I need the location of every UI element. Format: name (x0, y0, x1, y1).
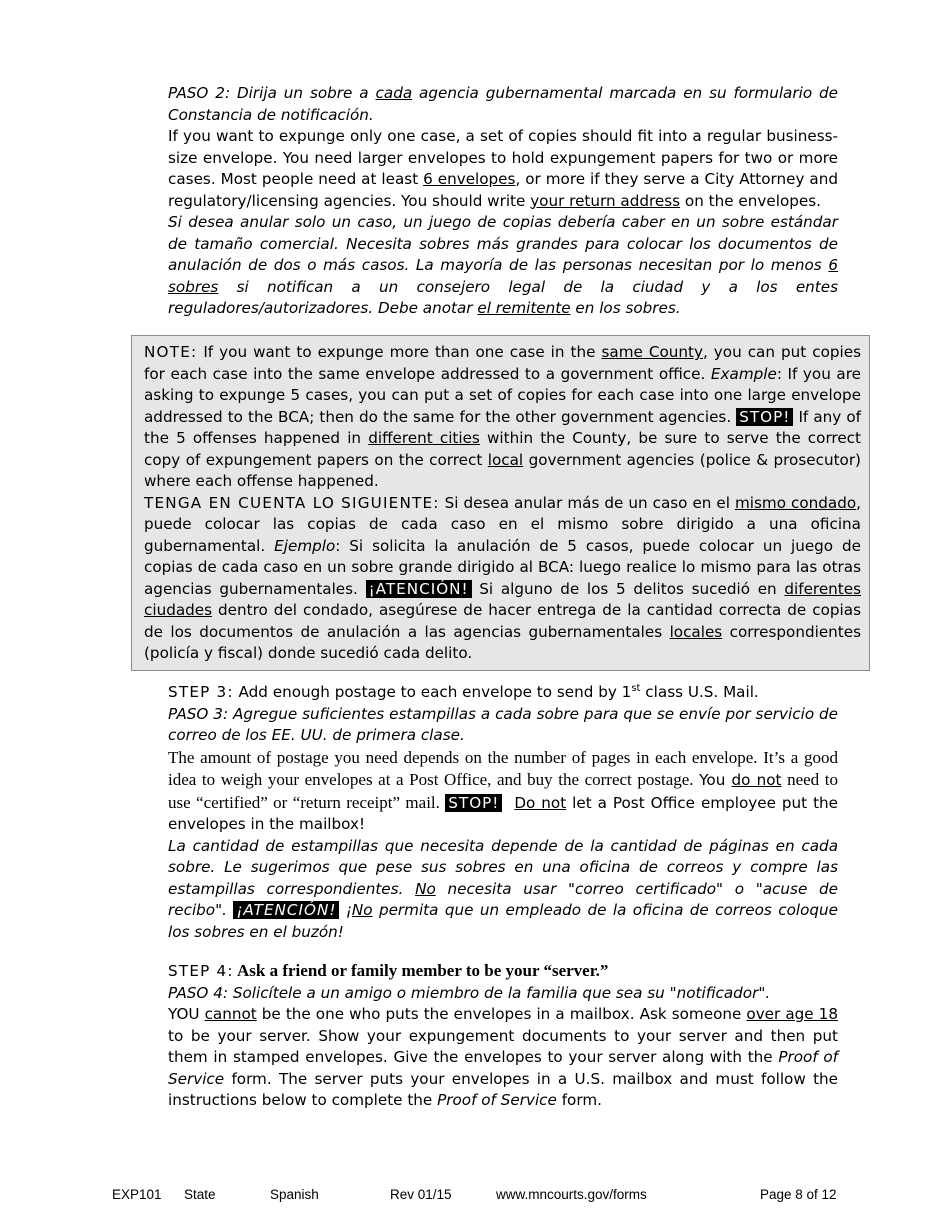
step2-spanish-text: Si desea anular solo un caso, un juego de copias debería caber en un sobre estándar de tamaño comercial. Necesita sobres más grandes para colocar los documentos de anulación de dos o más casos. La mayoría de las personas necesitan por lo menos 6 sobres si notifican a un consejero legal de la ciudad y a los entes reguladores/autorizadores. Debe anotar el remitente en los sobres. (168, 213, 838, 317)
footer-revision: Rev 01/15 (390, 1187, 452, 1202)
note-spanish: TENGA EN CUENTA LO SIGUIENTE: Si desea anular más de un caso en el mismo condado, puede colocar las copias de cada caso en el mismo sobre dirigido a una oficina gubernamental. Ejemplo: Si solicita la anulación de 5 casos, puede colocar un juego de copias de cada caso en un sobre grande dirigido al BCA: luego realice lo mismo para las otras agencias gubernamentales. ¡ATENCIÓN! Si alguno de los 5 delitos sucedió en diferentes ciudades dentro del condado, asegúrese de hacer entrega de la cantidad correcta de copias de los documentos de anulación a las agencias gubernamentales locales correspondientes (policía y fiscal) donde sucedió cada delito. (144, 493, 862, 662)
step3-section (168, 682, 838, 943)
stop-badge: STOP! (445, 794, 502, 812)
step3-title: STEP 3: Add enough postage to each envelope to send by 1st class U.S. Mail. (168, 682, 759, 701)
step4-spanish-title: PASO 4: Solicítele a un amigo o miembro de la familia que sea su "notificador". (168, 983, 771, 1002)
stop-badge: STOP! (736, 408, 793, 426)
step4-section (168, 960, 838, 1112)
step4-english-text: YOU cannot be the one who puts the envelopes in a mailbox. Ask someone over age 18 to be your server. Show your expungement documents to your server and then put them in stamped envelopes. Give the envelopes to your server along with the Proof of Service form. The server puts your envelopes in a U.S. mailbox and must follow the instructions below to complete the Proof of Service form. (168, 1005, 838, 1109)
step2-spanish-title: PASO 2: Dirija un sobre a cada agencia gubernamental marcada en su formulario de Constancia de notificación. (168, 84, 838, 124)
footer-url[interactable]: www.mncourts.gov/forms (496, 1187, 647, 1202)
atencion-badge: ¡ATENCIÓN! (233, 901, 339, 919)
step4-title: STEP 4: Ask a friend or family member to be your “server.” (168, 961, 609, 980)
footer-page-number: Page 8 of 12 (760, 1187, 837, 1202)
note-english: NOTE: If you want to expunge more than one case in the same County, you can put copies for each case into the same envelope addressed to a government office. Example: If you are asking to expunge 5 cases, you can put a set of copies for each case into one large envelope addressed to the BCA; then do the same for the other government agencies. STOP! If any of the 5 offenses happened in different cities within the County, be sure to serve the correct copy of expungement papers on the correct local government agencies (police & prosecutor) where each offense happened. (144, 343, 861, 490)
step2-english-text: If you want to expunge only one case, a set of copies should fit into a regular business-size envelope. You need larger envelopes to hold expungement papers for two or more cases. Most people need at least 6 envelopes, or more if they serve a City Attorney and regulatory/licensing agencies. You should write your return address on the envelopes. (168, 127, 839, 210)
page-footer (112, 1184, 840, 1204)
footer-language: Spanish (270, 1187, 319, 1202)
step2-section (168, 83, 838, 320)
footer-form-id: EXP101 (112, 1187, 162, 1202)
step3-english-text: The amount of postage you need depends on the number of pages in each envelope. It’s a good idea to weigh your envelopes at a Post Office, and buy the correct postage. You do not need to use “certified” or “return receipt” mail. STOP! Do not let a Post Office employee put the envelopes in the mailbox! (168, 747, 838, 833)
atencion-badge: ¡ATENCIÓN! (366, 580, 472, 598)
step3-spanish-title: PASO 3: Agregue suficientes estampillas a cada sobre para que se envíe por servicio de correo de los EE. UU. de primera clase. (168, 704, 838, 744)
footer-jurisdiction: State (184, 1187, 216, 1202)
note-box (131, 335, 870, 671)
step3-spanish-text: La cantidad de estampillas que necesita depende de la cantidad de páginas en cada sobre. Le sugerimos que pese sus sobres en una oficina de correos y compre las estampillas correspondientes. No necesita usar "correo certificado" o "acuse de recibo". ¡ATENCIÓN! ¡No permita que un empleado de la oficina de correos coloque los sobres en el buzón! (168, 836, 838, 941)
